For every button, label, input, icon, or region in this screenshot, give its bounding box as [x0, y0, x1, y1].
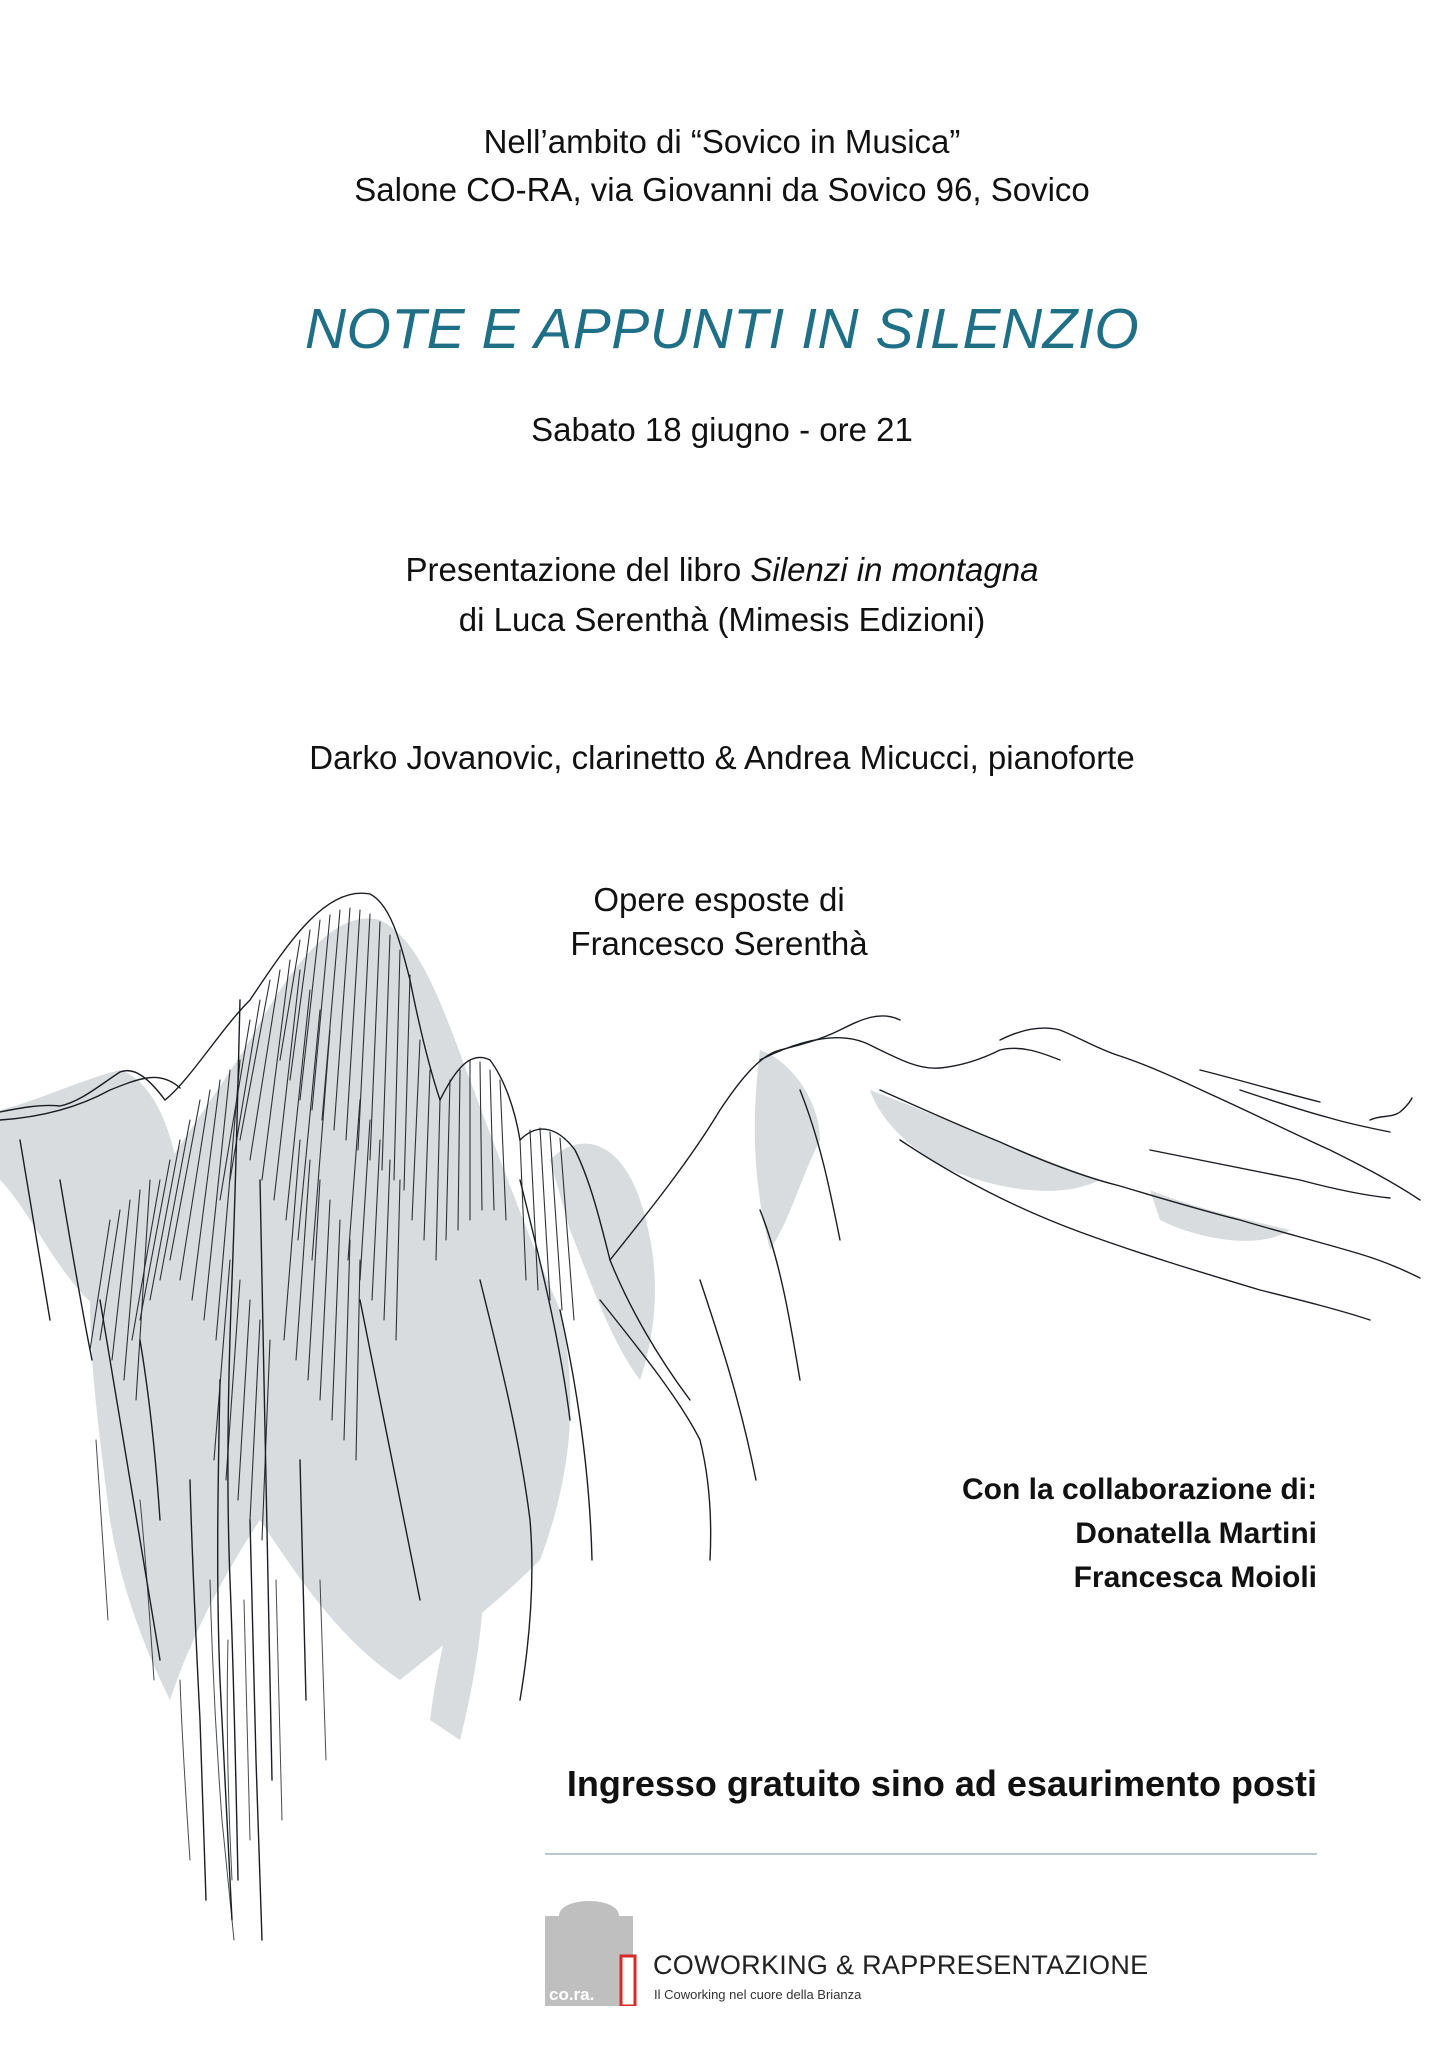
context-line: Nell’ambito di “Sovico in Musica” — [483, 123, 961, 160]
book-intro: Presentazione del libro — [405, 551, 751, 588]
mountain-sketch-illustration — [0, 880, 1444, 1980]
performers-line: Darko Jovanovic, clarinetto & Andrea Micucci, pianoforte — [309, 739, 1135, 776]
book-author-line: di Luca Serenthà (Mimesis Edizioni) — [458, 601, 986, 638]
book-title: Silenzi in montagna — [750, 551, 1039, 588]
exhibition-line-2: Francesco Serenthà — [570, 925, 868, 962]
collaborator-name: Donatella Martini — [1075, 1517, 1317, 1550]
mountain-shading — [0, 919, 1290, 1741]
event-date-time: Sabato 18 giugno - ore 21 — [531, 411, 913, 448]
entry-note: Ingresso gratuito sino ad esaurimento posti — [566, 1763, 1317, 1804]
venue-line: Salone CO-RA, via Giovanni da Sovico 96, Sovico — [354, 171, 1090, 208]
organizer-tagline: Il Coworking nel cuore della Brianza — [654, 1987, 862, 2002]
collaboration-block — [962, 1468, 1317, 1600]
svg-text:co.ra.: co.ra. — [549, 1985, 595, 2004]
collaborator-name: Francesca Moioli — [1073, 1561, 1317, 1594]
cora-logo-mark — [545, 1896, 645, 2006]
book-presentation-line — [0, 550, 1444, 590]
exhibition-line-1: Opere esposte di — [593, 881, 845, 918]
collaboration-label: Con la collaborazione di: — [961, 1473, 1317, 1506]
organizer-name: COWORKING & RAPPRESENTAZIONE — [653, 1950, 1149, 1980]
event-title: NOTE E APPUNTI IN SILENZIO — [304, 297, 1140, 361]
footer-divider — [545, 1853, 1317, 1855]
